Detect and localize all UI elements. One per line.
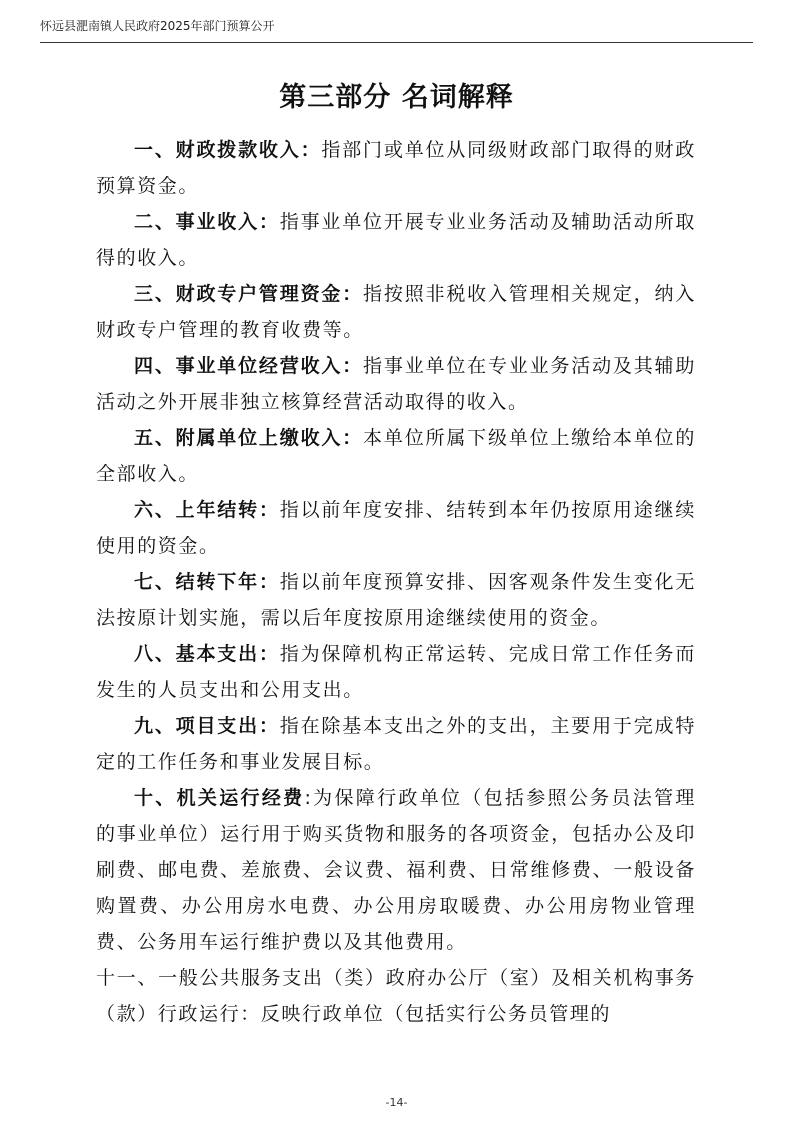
term-definition: 指为保障机构正常运转、完成日常工作任务而发生的人员支出和公用支出。 <box>96 643 696 701</box>
paragraph-10 <box>96 780 696 960</box>
paragraph-8 <box>96 636 696 708</box>
header-title: 怀远县淝南镇人民政府2025年部门预算公开 <box>40 19 275 33</box>
page-header <box>40 16 753 43</box>
term-label: 四、事业单位经营收入 <box>134 355 343 377</box>
term-definition: 本单位所属下级单位上缴给本单位的全部收入。 <box>96 427 696 485</box>
term-definition: 十一、一般公共服务支出（类）政府办公厅（室）及相关机构事务（款）行政运行：反映行政单位（包括实行公务员管理的 <box>96 967 696 1025</box>
paragraph-6 <box>96 492 696 564</box>
term-definition: 为保障行政单位（包括参照公务员法管理的事业单位）运行用于购买货物和服务的各项资金，包括办公及印刷费、邮电费、差旅费、会议费、福利费、日常维修费、一般设备购置费、办公用房水电费、办公用房取暖费、办公用房物业管理费、公务用车运行维护费以及其他费用。 <box>96 787 696 953</box>
page-number: -14- <box>385 1096 408 1109</box>
term-label: 五、附属单位上缴收入 <box>134 427 343 449</box>
document-body <box>96 132 696 1032</box>
paragraph-1 <box>96 132 696 204</box>
term-separator: ： <box>300 139 322 161</box>
term-label: 三、财政专户管理资金 <box>134 283 343 305</box>
term-label: 八、基本支出 <box>134 643 259 665</box>
term-label: 一、财政拨款收入 <box>134 139 301 161</box>
term-definition: 指以前年度安排、结转到本年仍按原用途继续使用的资金。 <box>96 499 696 557</box>
paragraph-5 <box>96 420 696 492</box>
term-definition: 指在除基本支出之外的支出，主要用于完成特定的工作任务和事业发展目标。 <box>96 715 696 773</box>
term-definition: 指事业单位开展专业业务活动及辅助活动所取得的收入。 <box>96 211 696 269</box>
paragraph-9 <box>96 708 696 780</box>
term-definition: 指以前年度预算安排、因客观条件发生变化无法按原计划实施，需以后年度按原用途继续使用的资金。 <box>96 571 696 629</box>
paragraph-2 <box>96 204 696 276</box>
term-definition: 指部门或单位从同级财政部门取得的财政预算资金。 <box>96 139 696 197</box>
term-definition: 指事业单位在专业业务活动及其辅助活动之外开展非独立核算经营活动取得的收入。 <box>96 355 696 413</box>
term-label: 七、结转下年 <box>134 571 259 593</box>
page-title: 第三部分 名词解释 <box>279 82 514 113</box>
paragraph-11 <box>96 960 696 1032</box>
term-separator: ： <box>258 499 280 521</box>
term-label: 二、事业收入 <box>134 211 259 233</box>
term-separator: ： <box>342 427 364 449</box>
term-definition: 指按照非税收入管理相关规定，纳入财政专户管理的教育收费等。 <box>96 283 696 341</box>
term-separator: ： <box>258 211 280 233</box>
term-label: 六、上年结转 <box>134 499 259 521</box>
paragraph-7 <box>96 564 696 636</box>
term-separator: ： <box>342 283 364 305</box>
term-label: 十、机关运行经费 <box>134 787 305 809</box>
paragraph-4 <box>96 348 696 420</box>
term-separator: : <box>304 787 313 809</box>
paragraph-3 <box>96 276 696 348</box>
term-separator: ： <box>342 355 364 377</box>
term-label: 九、项目支出 <box>134 715 259 737</box>
term-separator: ： <box>258 571 280 593</box>
term-separator: ： <box>258 643 280 665</box>
term-separator: ： <box>258 715 280 737</box>
